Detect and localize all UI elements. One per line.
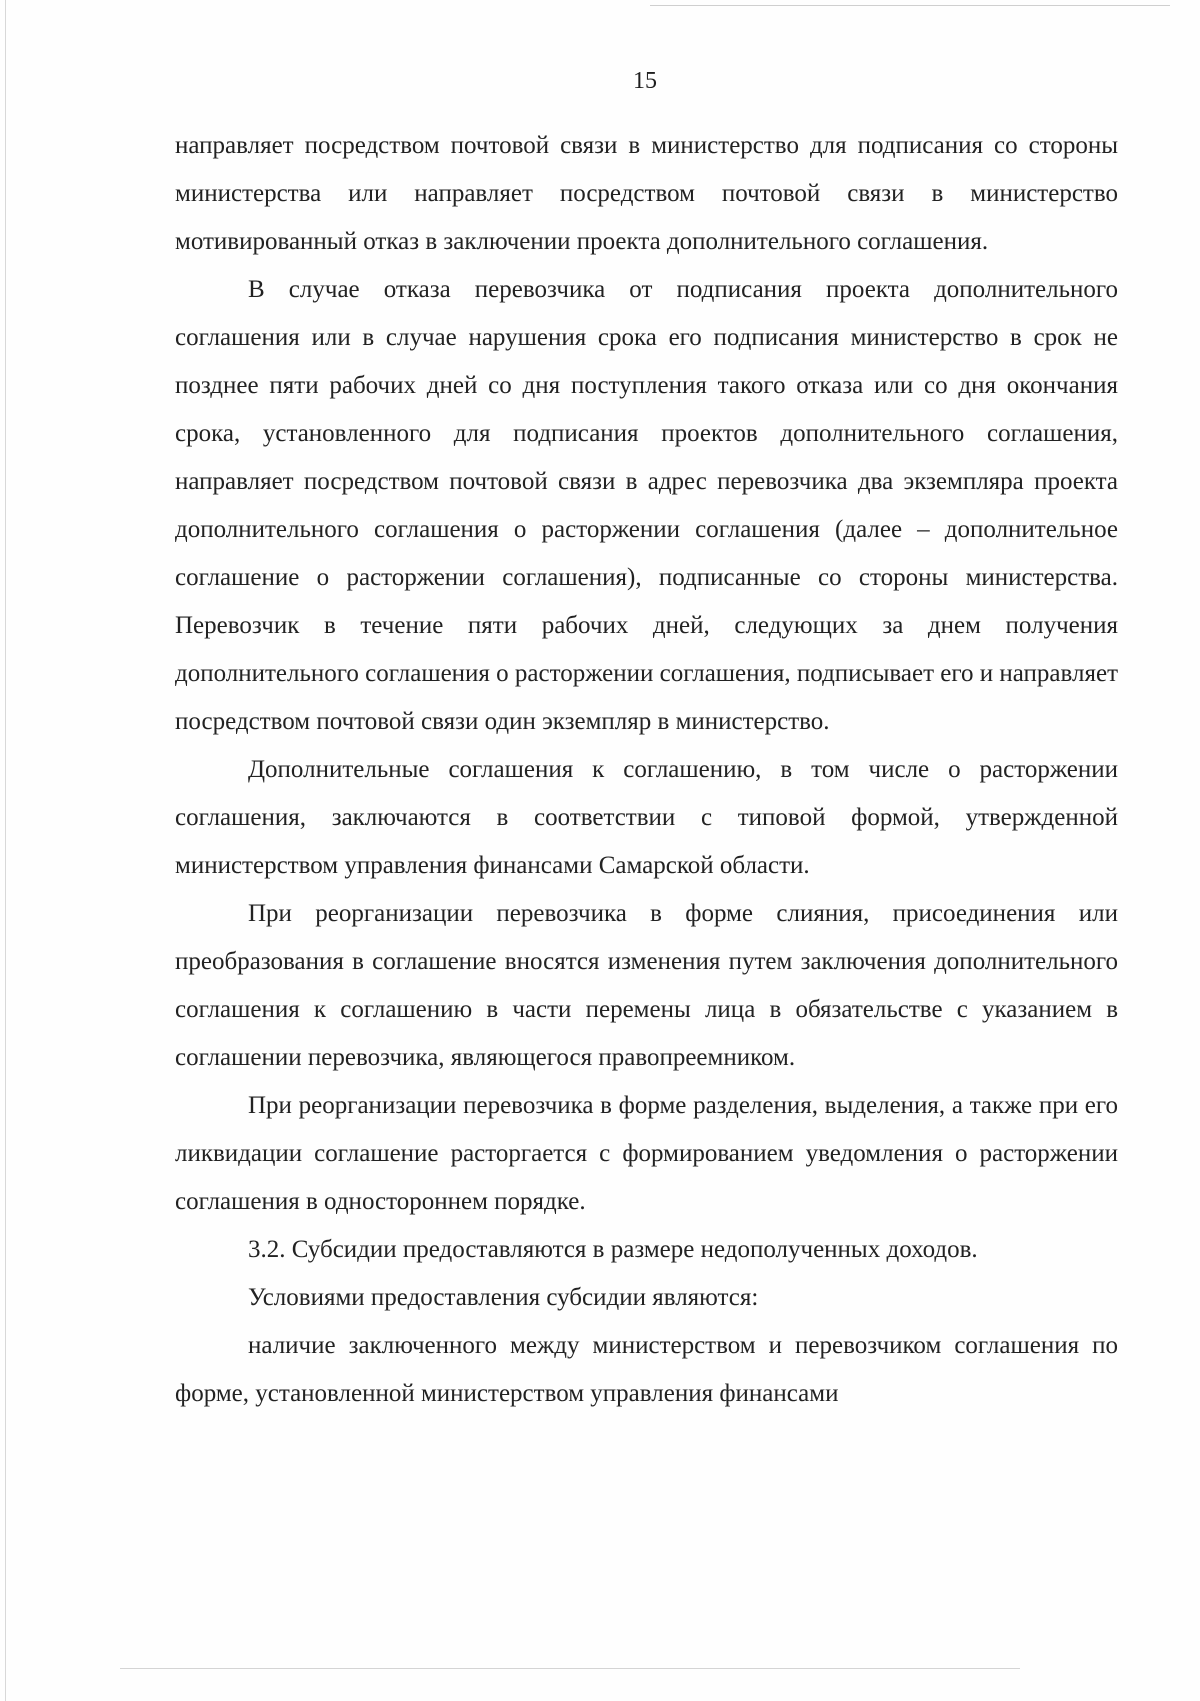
paragraph-8: наличие заключенного между министерством и перевозчиком соглашения по форме, установленной министерством управления финансами (175, 1332, 1118, 1407)
paragraph-3: Дополнительные соглашения к соглашению, в том числе о расторжении соглашения, заключаются в соответствии с типовой формой, утвержденной министерством управления финансами Самарской области. (175, 756, 1118, 879)
page-number: 15 (633, 68, 657, 94)
paragraph-7: Условиями предоставления субсидии являются: (248, 1284, 759, 1311)
scan-edge-line (5, 0, 6, 1701)
paragraph-1: направляет посредством почтовой связи в министерство для подписания со стороны министерства или направляет посредством почтовой связи в министерство мотивированный отказ в заключении проекта дополнительного соглашения. (175, 132, 1118, 255)
paragraph-2: В случае отказа перевозчика от подписания проекта дополнительного соглашения или в случае нарушения срока его подписания министерство в срок не позднее пяти рабочих дней со дня поступления такого отказа или со дня окончания срока, установленного для подписания проектов дополнительного соглашения, направляет посредством почтовой связи в адрес перевозчика два экземпляра проекта дополнительного соглашения о расторжении соглашения (далее – дополнительное соглашение о расторжении соглашения), подписанные со стороны министерства. Перевозчик в течение пяти рабочих дней, следующих за днем получения дополнительного соглашения о расторжении соглашения, подписывает его и направляет посредством почтовой связи один экземпляр в министерство. (175, 276, 1118, 735)
paragraph-5: При реорганизации перевозчика в форме разделения, выделения, а также при его ликвидации соглашение расторгается с формированием уведомления о расторжении соглашения в одностороннем порядке. (175, 1092, 1118, 1215)
scan-top-line (650, 5, 1170, 6)
scan-bottom-line (120, 1668, 1020, 1669)
paragraph-4: При реорганизации перевозчика в форме слияния, присоединения или преобразования в соглашение вносятся изменения путем заключения дополнительного соглашения к соглашению в части перемены лица в обязательстве с указанием в соглашении перевозчика, являющегося правопреемником. (175, 900, 1118, 1071)
paragraph-6: 3.2. Субсидии предоставляются в размере недополученных доходов. (248, 1236, 978, 1263)
body-text (175, 122, 1118, 1418)
